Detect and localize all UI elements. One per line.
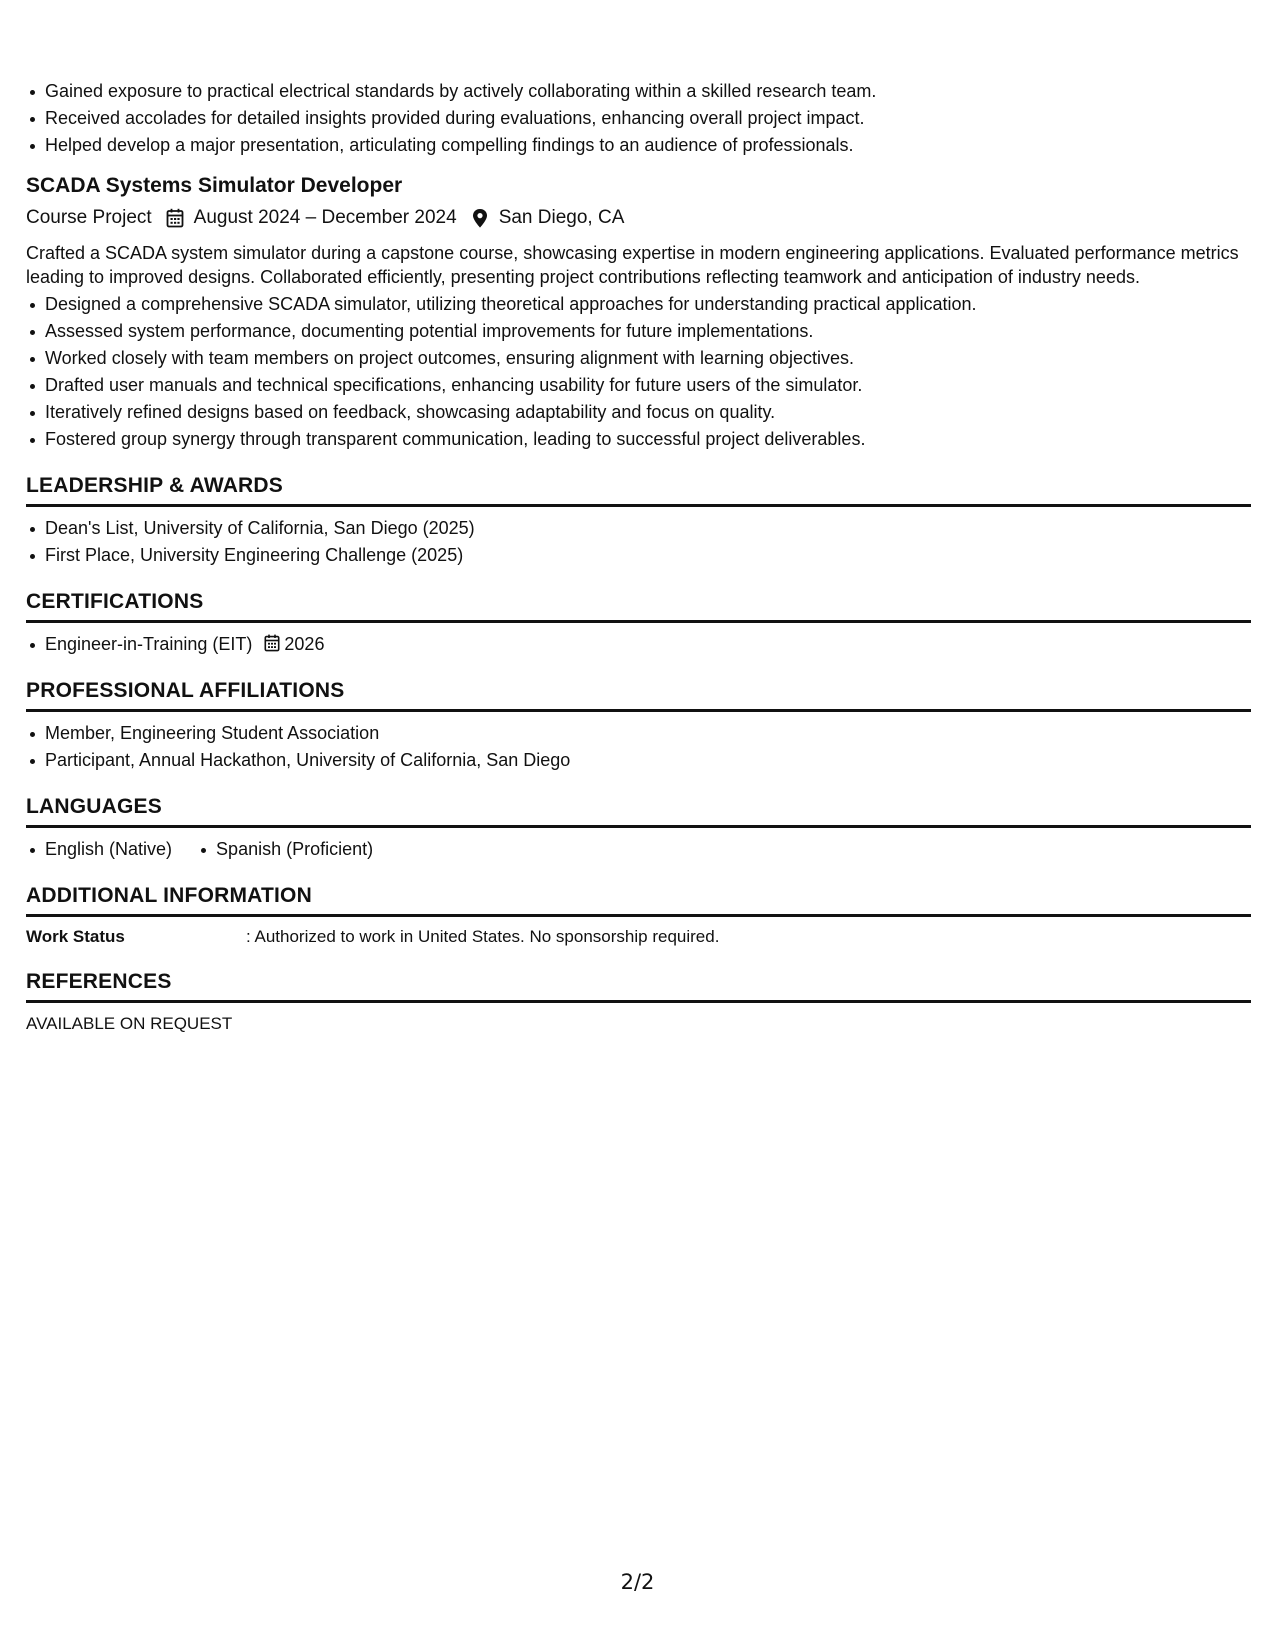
work-status-row bbox=[26, 925, 1251, 949]
list-item: First Place, University Engineering Challenge (2025) bbox=[26, 542, 1251, 569]
list-item: Fostered group synergy through transparent communication, leading to successful project deliverables. bbox=[26, 426, 1251, 453]
project-entry bbox=[26, 171, 1251, 453]
affiliations-list bbox=[26, 720, 1251, 774]
list-item bbox=[26, 631, 1251, 658]
certification-name: Engineer-in-Training (EIT) bbox=[45, 634, 253, 654]
languages-heading: LANGUAGES bbox=[26, 792, 1251, 828]
references-heading: REFERENCES bbox=[26, 967, 1251, 1003]
additional-info-heading: ADDITIONAL INFORMATION bbox=[26, 881, 1251, 917]
project-title: SCADA Systems Simulator Developer bbox=[26, 174, 403, 197]
list-item: Received accolades for detailed insights provided during evaluations, enhancing overall project impact. bbox=[26, 105, 1251, 132]
references-text: AVAILABLE ON REQUEST bbox=[26, 1014, 233, 1033]
project-location: San Diego, CA bbox=[498, 207, 625, 228]
previous-role-bullets bbox=[26, 78, 1251, 159]
calendar-icon bbox=[264, 634, 280, 652]
list-item: Drafted user manuals and technical specifications, enhancing usability for future users of the simulator. bbox=[26, 372, 1251, 399]
project-dates: August 2024 – December 2024 bbox=[193, 207, 457, 228]
project-type: Course Project bbox=[26, 207, 152, 228]
list-item: Gained exposure to practical electrical standards by actively collaborating within a skilled research team. bbox=[26, 78, 1251, 105]
list-item: Spanish (Proficient) bbox=[197, 836, 373, 863]
languages-list bbox=[26, 836, 1251, 863]
list-item: Iteratively refined designs based on feedback, showcasing adaptability and focus on quality. bbox=[26, 399, 1251, 426]
work-status-value: : Authorized to work in United States. No sponsorship required. bbox=[246, 927, 720, 946]
certification-year: 2026 bbox=[284, 634, 325, 654]
project-bullets bbox=[26, 291, 1251, 453]
resume-page bbox=[26, 78, 1251, 1037]
list-item: Assessed system performance, documenting potential improvements for future implementations. bbox=[26, 318, 1251, 345]
list-item: Worked closely with team members on project outcomes, ensuring alignment with learning objectives. bbox=[26, 345, 1251, 372]
calendar-icon bbox=[166, 208, 184, 228]
list-item: Designed a comprehensive SCADA simulator, utilizing theoretical approaches for understanding practical application. bbox=[26, 291, 1251, 318]
list-item: Participant, Annual Hackathon, University of California, San Diego bbox=[26, 747, 1251, 774]
certifications-heading: CERTIFICATIONS bbox=[26, 587, 1251, 623]
work-status-label: Work Status bbox=[26, 927, 125, 946]
affiliations-heading: PROFESSIONAL AFFILIATIONS bbox=[26, 676, 1251, 712]
page-number: 2/2 bbox=[620, 1570, 655, 1594]
certifications-list bbox=[26, 631, 1251, 658]
leadership-heading: LEADERSHIP & AWARDS bbox=[26, 471, 1251, 507]
project-meta bbox=[26, 203, 1251, 233]
list-item: English (Native) bbox=[26, 836, 172, 863]
list-item: Helped develop a major presentation, articulating compelling findings to an audience of professionals. bbox=[26, 132, 1251, 159]
list-item: Dean's List, University of California, San Diego (2025) bbox=[26, 515, 1251, 542]
list-item: Member, Engineering Student Association bbox=[26, 720, 1251, 747]
leadership-list bbox=[26, 515, 1251, 569]
map-pin-icon bbox=[471, 208, 489, 228]
project-description: Crafted a SCADA system simulator during a capstone course, showcasing expertise in modern engineering applications. Evaluated performance metrics leading to improved designs. Collaborated efficiently, presenting project contributions reflecting teamwork and anticipation of industry needs. bbox=[26, 243, 1239, 287]
